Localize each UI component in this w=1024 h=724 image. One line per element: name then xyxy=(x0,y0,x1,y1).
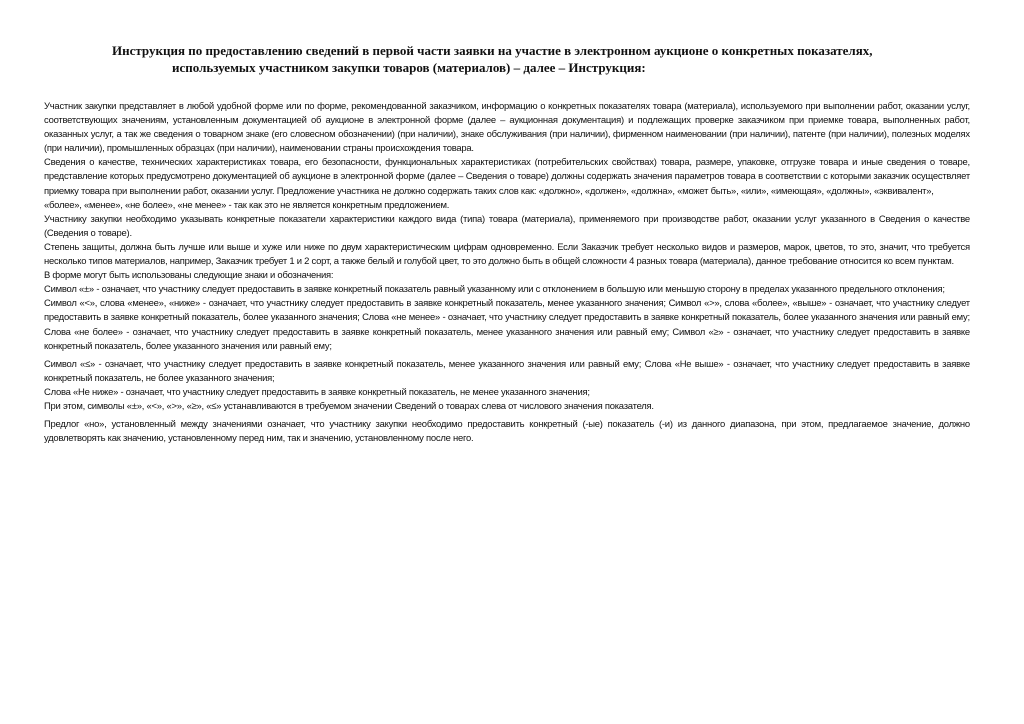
paragraph-preposition-but: Предлог «но», установленный между значениями означает, что участнику закупки необходимо предоставить конкретный (-ые) показатель (-и) из данного диапазона, при этом, предлагаемое значение, должно удовлетворять как значению, установленному перед ним, так и значению, установленному после него. xyxy=(44,419,970,445)
paragraph-participant-info: Участник закупки представляет в любой удобной форме или по форме, рекомендованной заказчиком, информацию о конкретных показателях товара (материала), используемого при выполнении работ, оказании услуг, соответствующих значениям, установленным документацией об аукционе в электронной форме (далее – аукционная документация) и подлежащих проверке заказчиком при приемке товара, выполненных работ, оказанных услуг, а так же сведения о товарном знаке (его словесном обозначении) (при наличии), знаке обслуживания (при наличии), фирменном наименовании (при наличии), патенте (при наличии), полезных моделях (при наличии), промышленных образцах (при наличии), наименовании страны происхождения товара. xyxy=(44,101,970,155)
document-title xyxy=(40,42,1000,76)
title-line-2: используемых участником закупки товаров (материалов) – далее – Инструкция: xyxy=(172,60,646,75)
paragraph-symbol-placement: При этом, символы «±», «<», «>», «≥», «≤» устанавливаются в требуемом значении Сведений о товарах слева от числового значения показателя. xyxy=(44,400,654,412)
paragraph-quality-info: Сведения о качестве, технических характеристиках товара, его безопасности, функциональных характеристиках (потребительских свойствах) товара, размере, упаковке, отгрузке товара и иные сведения о товаре, представление которых предусмотрено документацией об аукционе в электронной форме (далее – Сведения о товаре) должны содержать значения параметров товара в соответствии с которыми заказчик осуществляет приемку товара при выполнении работ, оказании услуг. Предложение участника не должно содержать таких слов как: «должно», «должен», «должна», «может быть», «или», «имеющая», «должны», «эквивалент», xyxy=(44,157,970,197)
paragraph-specific-indicators: Участнику закупки необходимо указывать конкретные показатели характеристики каждого вида (типа) товара (материала), применяемого при производстве работ, оказании услуг указанного в Сведения о качестве (Сведения о товаре). xyxy=(44,213,970,239)
paragraph-symbol-plus-minus: Символ «±» - означает, что участнику следует предоставить в заявке конкретный показатель равный указанному или с отклонением в большую или меньшую сторону в пределах указанного предельного отклонения; xyxy=(44,284,945,296)
paragraph-symbol-less-equal: Символ «≤» - означает, что участнику следует предоставить в заявке конкретный показатель, менее указанного значения или равный ему; Слова «Не выше» - означает, что участнику следует предоставить в заявке конкретный показатель, не более указанного значения; xyxy=(44,358,970,384)
paragraph-protection-degree: Степень защиты, должна быть лучше или выше и хуже или ниже по двум характеристическим цифрам одновременно. Если Заказчик требует несколько видов и размеров, марок, цветов, то это, значит, что требуется несколько типов материалов, например, Заказчик требует 1 и 2 сорт, а также белый и голубой цвет, то это должно быть в общей сложности 4 разных товара (материала), данное требование относится ко всем пунктам. xyxy=(44,241,970,268)
title-line-1: Инструкция по предоставлению сведений в первой части заявки на участие в электронном аукционе о конкретных показателях, xyxy=(112,43,873,58)
paragraph-symbol-less-more: Символ «<», слова «менее», «ниже» - означает, что участнику следует предоставить в заявке конкретный показатель, менее указанного значения; Символ «>», слова «более», «выше» - означает, что участнику следует предоставить в заявке конкретный показатель, более указанного значения; Слова «не менее» - означает, что участнику следует предоставить в заявке конкретный показатель, более указанного значения или равный ему; Слова «не более» - означает, что участнику следует предоставить в заявке конкретный показатель, менее указанного значения или равный ему; Символ «≥» - означает, что участнику следует предоставить в заявке конкретный показатель, более указанного значения или равный ему; xyxy=(44,298,970,352)
paragraph-not-lower: Слова «Не ниже» - означает, что участнику следует предоставить в заявке конкретный показатель, не менее указанного значения; xyxy=(44,386,590,398)
paragraph-signs-intro: В форме могут быть использованы следующие знаки и обозначения: xyxy=(44,270,334,282)
document-body xyxy=(44,100,970,446)
paragraph-not-concrete: «более», «менее», «не более», «не менее» - так как это не является конкретным предложением. xyxy=(44,199,450,211)
